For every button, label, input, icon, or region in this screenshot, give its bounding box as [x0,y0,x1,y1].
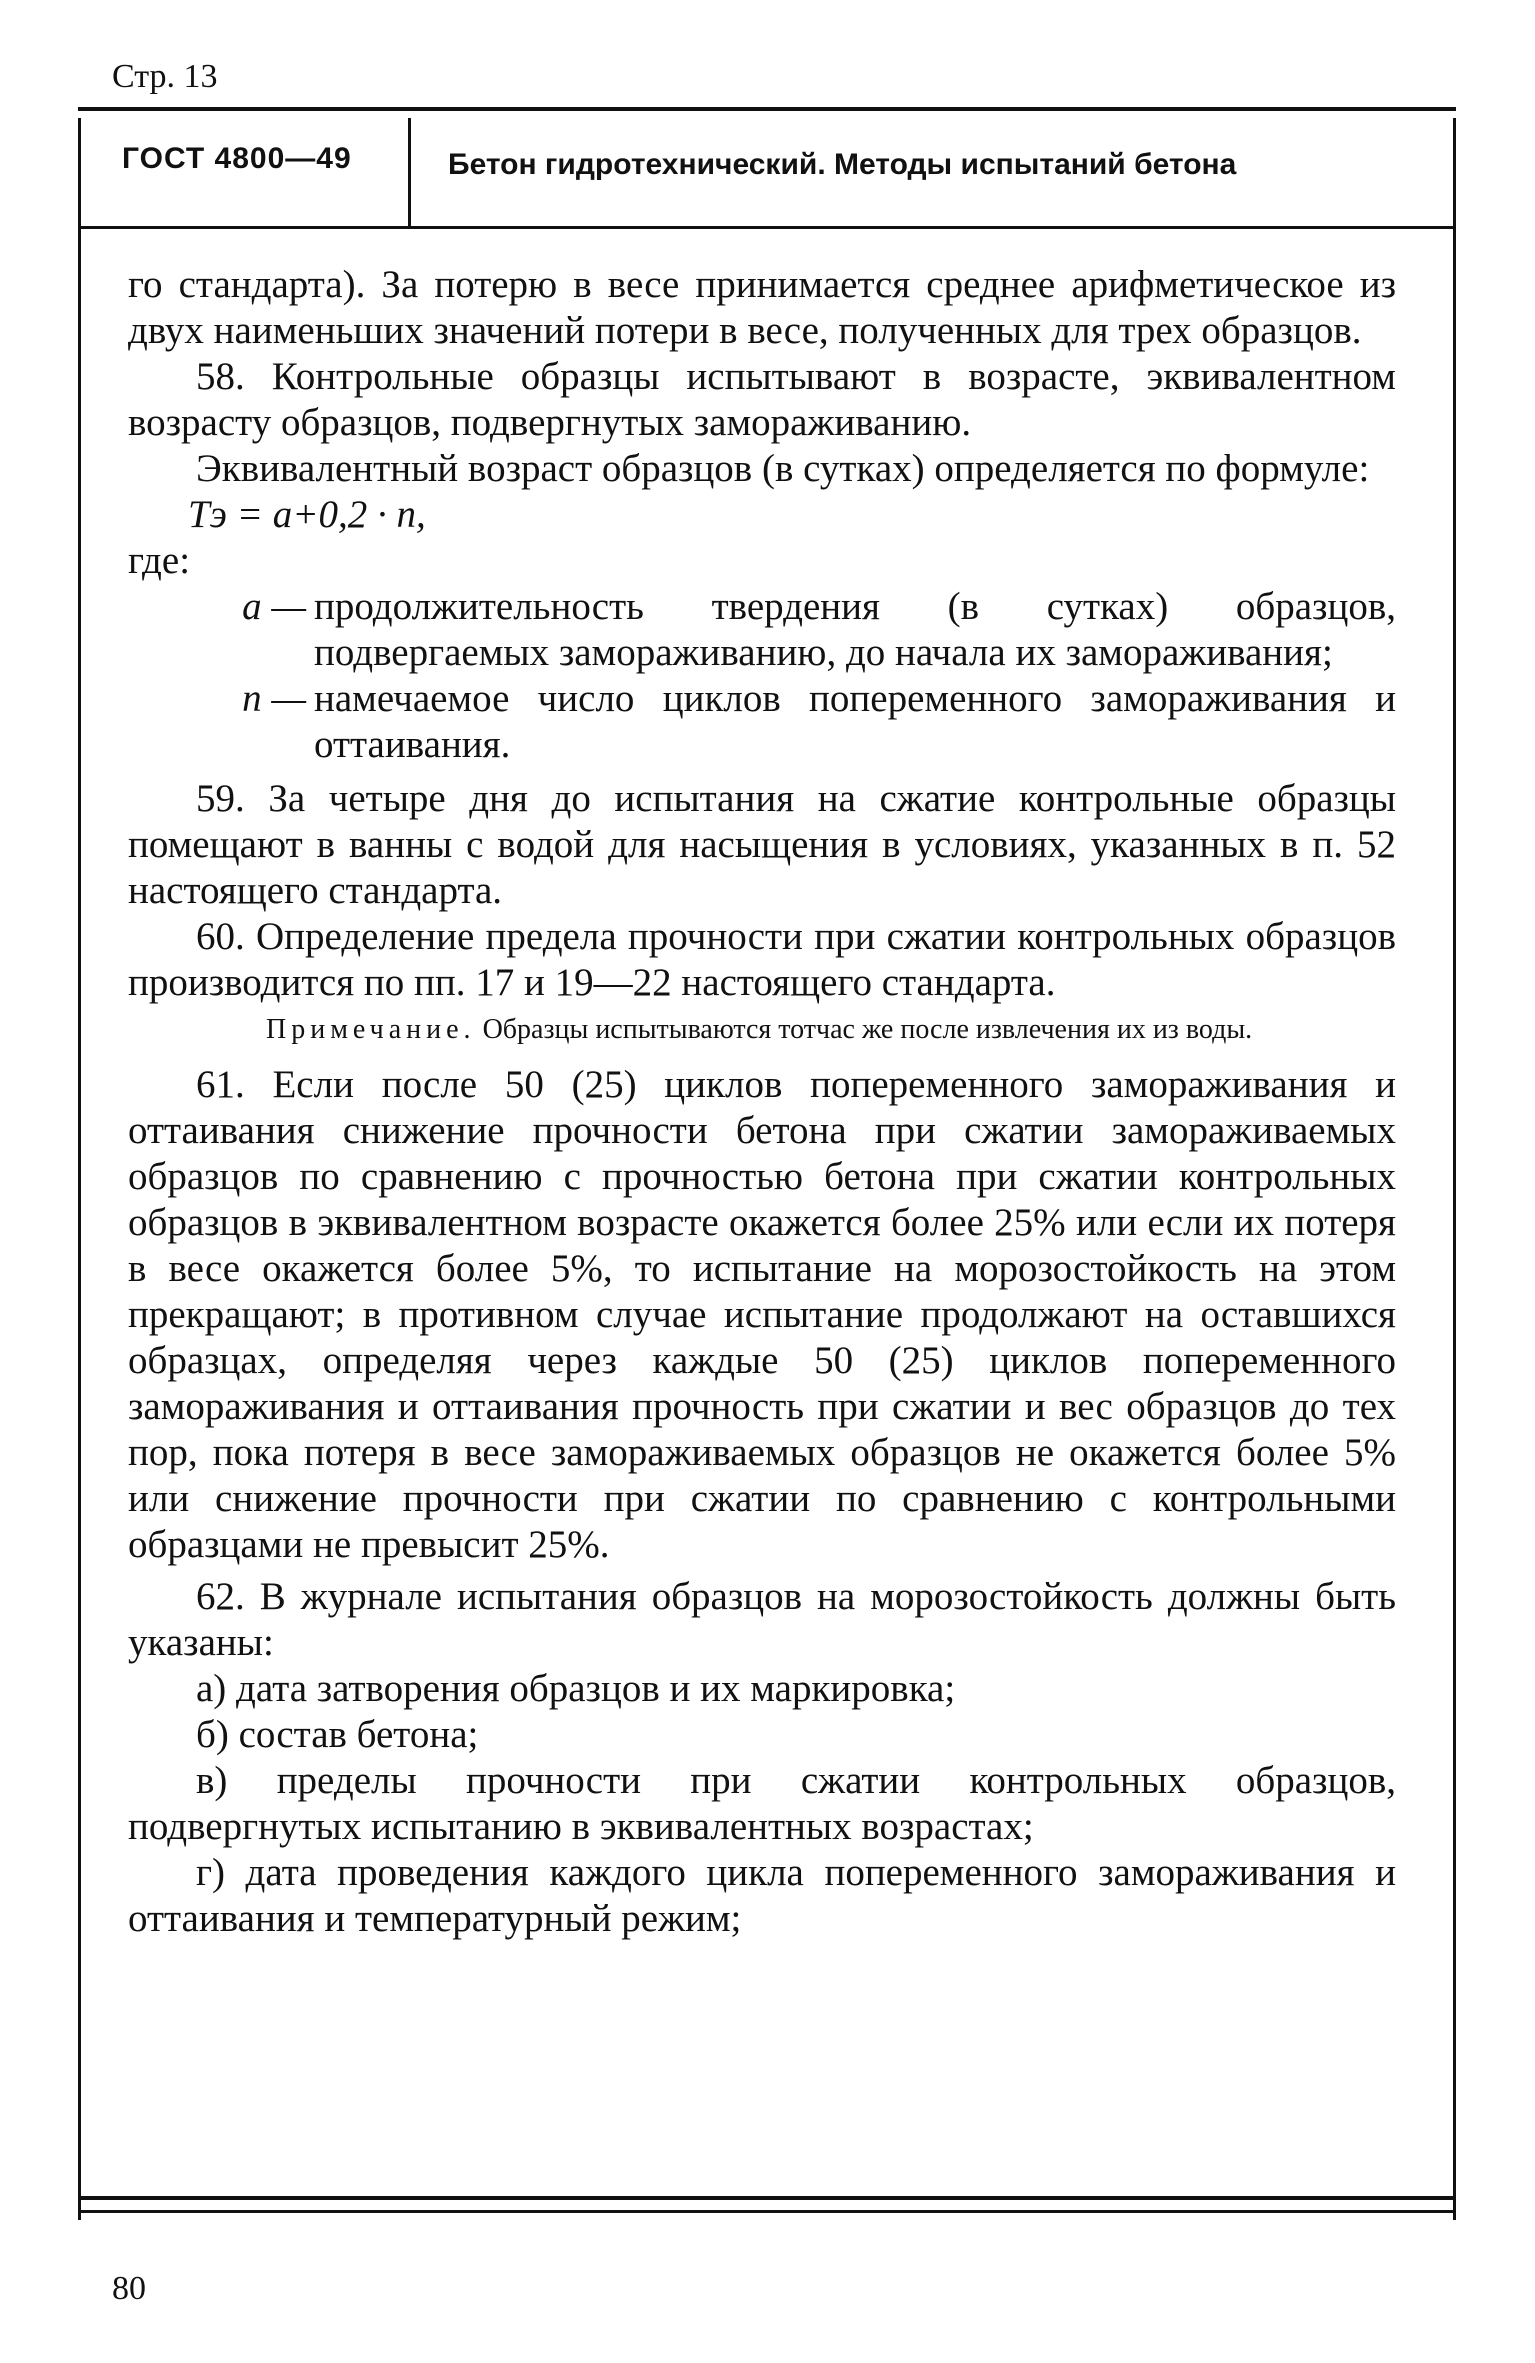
list-item: г) дата проведения каждого цикла попеременного замораживания и оттаивания и температурный режим; [128,1851,1396,1940]
footer-rule-thin [78,2210,1456,2213]
right-margin-rule [1453,118,1456,2220]
paragraph-61: 61. Если после 50 (25) циклов попеременного замораживания и оттаивания снижение прочности бетона при сжатии замораживаемых образцов по сравнению с прочностью бетона при сжатии контрольных образцов в эквивалентном возрасте окажется более 25% или если их потеря в весе окажется более 5%, то испытание на морозостойкость на этом прекращают; в противном случае испытание продолжают на оставшихся образцах, определяя через каждые 50 (25) циклов попеременного замораживания и оттаивания прочность при сжатии и вес образцов до тех пор, пока потеря в весе замораживаемых образцов не окажется более 5% или снижение прочности при сжатии по сравнению с контрольными образцами не превысит 25%. [128,1063,1396,1566]
paragraph-62: 62. В журнале испытания образцов на морозостойкость должны быть указаны: [128,1575,1396,1664]
header-top-rule [78,107,1456,111]
definition-n-text: намечаемое число циклов попеременного замораживания и оттаивания. [314,677,1396,766]
gost-code: ГОСТ 4800—49 [122,142,352,175]
definition-a-symbol: a — [242,585,306,628]
header-divider [408,118,411,228]
document-title: Бетон гидротехнический. Методы испытаний бетона [448,148,1237,181]
definition-a-text: продолжительность твердения (в сутках) образцов, подвергаемых замораживанию, до начала их замораживания; [314,585,1396,674]
where-label: где: [128,539,191,582]
note-text: Образцы испытываются тотчас же после извлечения их из воды. [482,1014,1253,1045]
paragraph-58-formula-intro: Эквивалентный возраст образцов (в сутках) определяется по формуле: [196,447,1370,490]
page-number: 80 [112,2270,146,2307]
page-label: Стр. 13 [112,58,218,95]
definition-n [128,676,1396,768]
list-item: б) состав бетона; [196,1713,479,1756]
header-bottom-rule [78,226,1456,229]
list-item: в) пределы прочности при сжатии контрольных образцов, подвергнутых испытанию в эквивалентных возрастах; [128,1759,1396,1848]
left-margin-rule [78,118,81,2220]
journal-list [128,1666,1396,1942]
paragraph-59: 59. За четыре дня до испытания на сжатие контрольные образцы помещают в ванны с водой для насыщения в условиях, указанных в п. 52 настоящего стандарта. [128,777,1396,912]
paragraph-58: 58. Контрольные образцы испытывают в возрасте, эквивалентном возрасту образцов, подвергнутых замораживанию. [128,355,1396,444]
definition-n-symbol: n — [242,677,306,720]
definition-a [128,584,1396,676]
footer-rule-thick [78,2196,1456,2200]
note-label: Примечание. [266,1014,476,1045]
list-item: а) дата затворения образцов и их маркировка; [196,1667,956,1710]
paragraph-continued: го стандарта). За потерю в весе принимается среднее арифметическое из двух наименьших значений потери в весе, полученных для трех образцов. [128,263,1396,352]
formula: Tэ = a+0,2 · n, [188,493,426,536]
page-body [128,262,1396,1942]
note [128,1012,1396,1048]
paragraph-60: 60. Определение предела прочности при сжатии контрольных образцов производится по пп. 17 и 19—22 настоящего стандарта. [128,915,1396,1004]
definitions [128,584,1396,768]
